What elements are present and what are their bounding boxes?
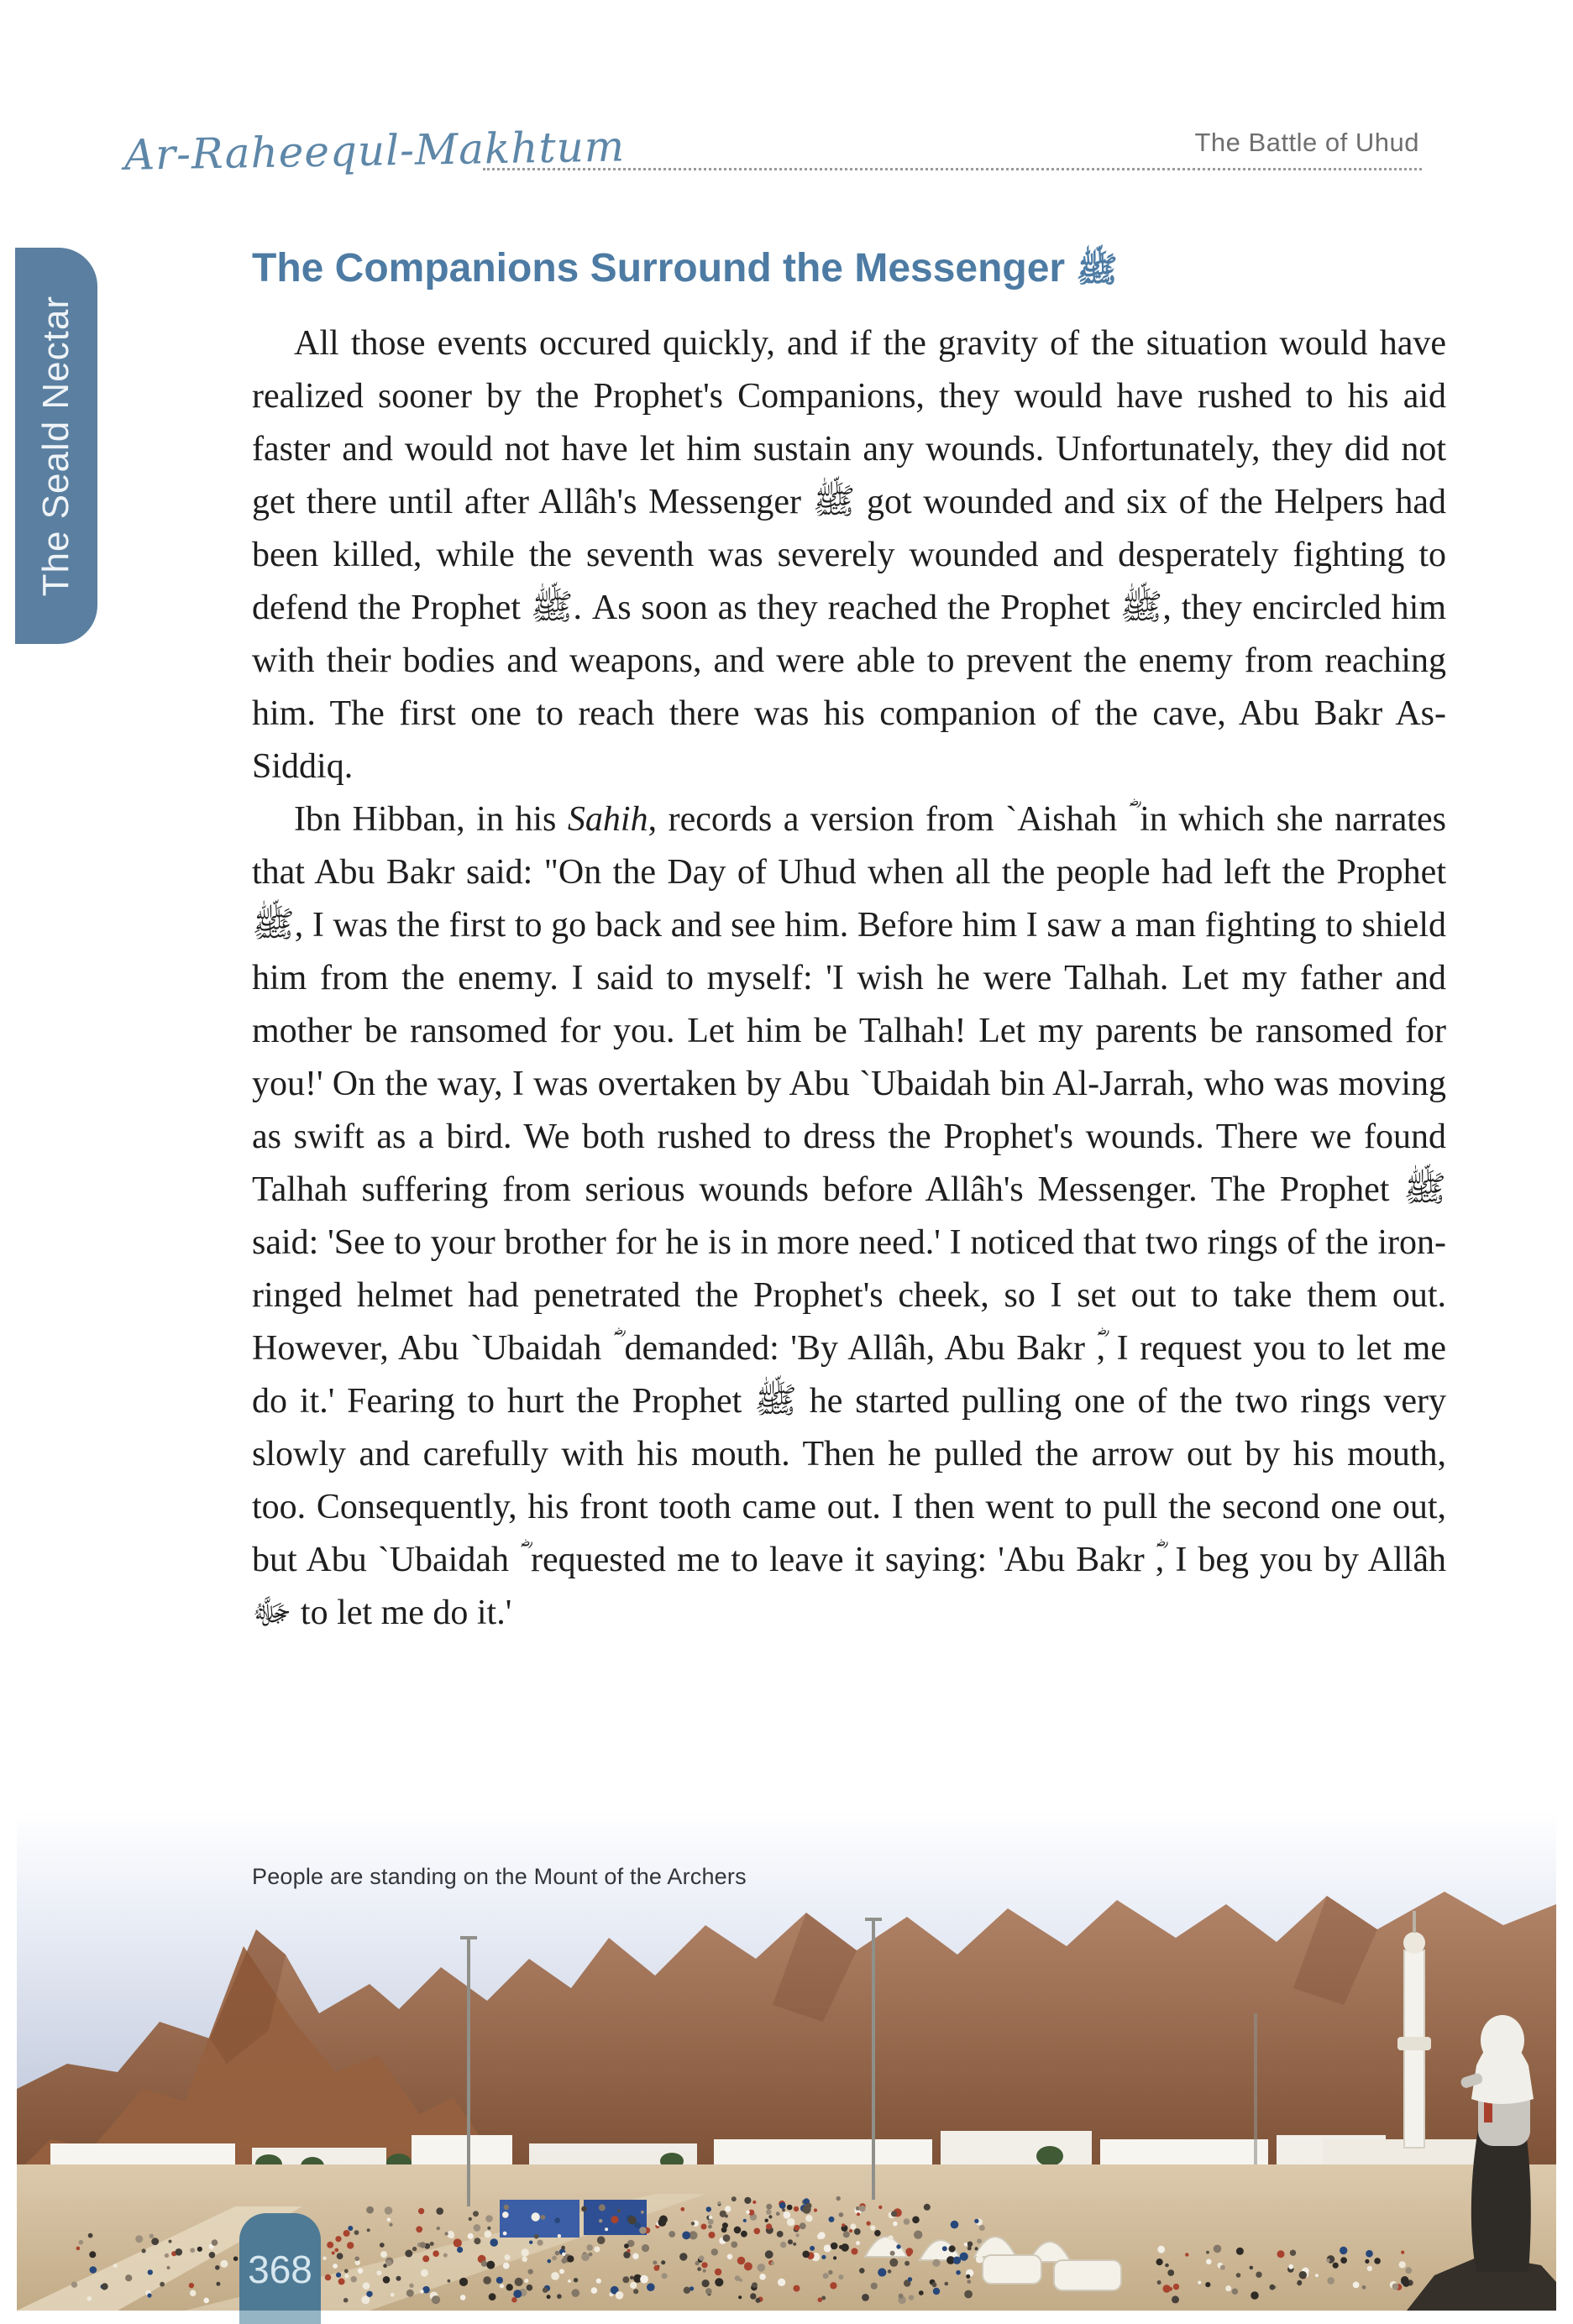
photo-caption: People are standing on the Mount of the Archers xyxy=(252,1864,747,1889)
chapter-running-head: The Battle of Uhud xyxy=(1194,128,1419,157)
main-text-column xyxy=(252,245,1446,1640)
sidebar-tab-label: The Seald Nectar xyxy=(35,295,76,597)
sidebar-edge-tab xyxy=(15,248,97,644)
blue-canopies xyxy=(500,2200,647,2238)
body-text xyxy=(252,317,1446,1640)
page-number-badge-strip xyxy=(239,2311,321,2324)
paragraph-2-rest: , records a version from `Aishah ؓ in which she narrates that Abu Bakr said: "On the Day of Uhud when all the people had left the Prophet ﷺ, I was the first to go back and see him. Before him I saw a man fighting to shield him from the enemy. I said to myself: 'I wish he were Talhah. Let my father and mother be ransomed for you. Let him be Talhah! Let my parents be ransomed for you!' On the way, I was overtaken by Abu `Ubaidah bin Al-Jarrah, who was moving as swift as a bird. We both rushed to dress the Prophet's wounds. There we found Talhah suffering from serious wounds before Allâh's Messenger. The Prophet ﷺ said: 'See to your brother for he is in more need.' I noticed that two rings of the iron-ringed helmet had penetrated the Prophet's cheek, so I set out to take them out. However, Abu `Ubaidah ؓ demanded: 'By Allâh, Abu Bakr ؓ, I request you to let me do it.' Fearing to hurt the Prophet ﷺ he started pulling one of the two rings very slowly and carefully with his mouth. Then he pulled the arrow out by his mouth, too. Consequently, his front tooth came out. I then went to pull the second one out, but Abu `Ubaidah ؓ requested me to leave it saying: 'Abu Bakr ؓ, I beg you by Allâh ﷻ to let me do it.' xyxy=(252,800,1446,1632)
paragraph-2 xyxy=(252,793,1446,1640)
paragraph-1: All those events occured quickly, and if the gravity of the situation would have realized sooner by the Prophet's Companions, they would have rushed to his aid faster and would not have let him sustain any wounds. Unfortunately, they did not get there until after Allâh's Messenger ﷺ got wounded and six of the Helpers had been killed, while the seventh was severely wounded and desperately fighting to defend the Prophet ﷺ. As soon as they reached the Prophet ﷺ, they encircled him with their bodies and weapons, and were able to prevent the enemy from reaching him. The first one to reach there was his companion of the cave, Abu Bakr As-Siddiq. xyxy=(252,324,1447,786)
section-title-text: The Companions Surround the Messenger xyxy=(252,246,1066,290)
page-number: 368 xyxy=(248,2248,312,2291)
section-title xyxy=(252,245,1446,299)
header-dotted-rule xyxy=(483,168,1422,170)
page-number-badge xyxy=(239,2213,321,2311)
paragraph-2-book-name: Sahih xyxy=(567,800,648,839)
book-title-script: Ar-Raheequl-Makhtum xyxy=(123,122,626,180)
honorific-mark: ﷺ xyxy=(1076,250,1118,289)
paragraph-2-lead: Ibn Hibban, in his xyxy=(294,800,568,839)
